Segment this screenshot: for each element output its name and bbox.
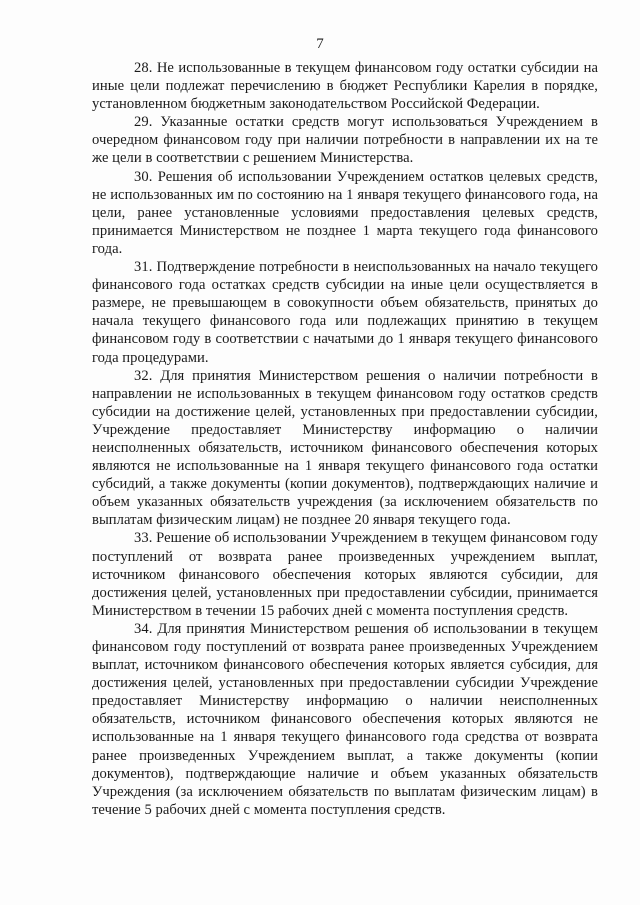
paragraph-30: 30. Решения об использовании Учреждением остатков целевых средств, не использованных им по состоянию на 1 января текущего финансового года, на цели, ранее установленные условиями предоставления целевых средств, принимается Министерством не позднее 1 марта текущего года финансового года. bbox=[92, 168, 598, 257]
paragraph-31: 31. Подтверждение потребности в неиспользованных на начало текущего финансового года остатках средств субсидии на иные цели осуществляется в размере, не превышающем в совокупности объем обязательств, принятых до начала текущего финансового года или подлежащих принятию в текущем финансовом году в соответствии с начатыми до 1 января текущего финансового года процедурами. bbox=[92, 259, 598, 366]
page-number: 7 bbox=[316, 36, 324, 52]
document-body bbox=[92, 59, 598, 819]
paragraph-32: 32. Для принятия Министерством решения о наличии потребности в направлении не использованных в текущем финансовом году остатков средств субсидии на достижение целей, установленных при предоставлении субсидии, Учреждение предоставляет Министерству информацию о наличии неисполненных обязательств, источником финансового обеспечения которых являются не использованные на 1 января текущего финансового года остатки субсидий, а также документы (копии документов), подтверждающих наличие и объем указанных обязательств учреждения (за исключением обязательств по выплатам физическим лицам) не позднее 20 января текущего года. bbox=[92, 367, 598, 529]
paragraph-33: 33. Решение об использовании Учреждением в текущем финансовом году поступлений от возврата ранее произведенных учреждением выплат, источником финансового обеспечения которых являются субсидии, для достижения целей, установленных при предоставлении субсидии, принимается Министерством в течении 15 рабочих дней с момента поступления средств. bbox=[92, 530, 598, 619]
paragraph-29: 29. Указанные остатки средств могут использоваться Учреждением в очередном финансовом году при наличии потребности в направлении их на те же цели в соответствии с решением Министерства. bbox=[92, 114, 598, 167]
paragraph-28: 28. Не использованные в текущем финансовом году остатки субсидии на иные цели подлежат перечислению в бюджет Республики Карелия в порядке, установленном бюджетным законодательством Российской Федерации. bbox=[92, 60, 598, 113]
paragraph-34: 34. Для принятия Министерством решения об использовании в текущем финансовом году поступлений от возврата ранее произведенных Учреждением выплат, источником финансового обеспечения которых является субсидия, для достижения целей, установленных при предоставлении субсидии Учреждение предоставляет Министерству информацию о наличии неисполненных обязательств, источником финансового обеспечения которых являются не использованные на 1 января текущего финансового года средства от возврата ранее произведенных Учреждением выплат, а также документы (копии документов), подтверждающие наличие и объем указанных обязательств Учреждения (за исключением обязательств по выплатам физическим лицам) в течение 5 рабочих дней с момента поступления средств. bbox=[92, 620, 598, 818]
